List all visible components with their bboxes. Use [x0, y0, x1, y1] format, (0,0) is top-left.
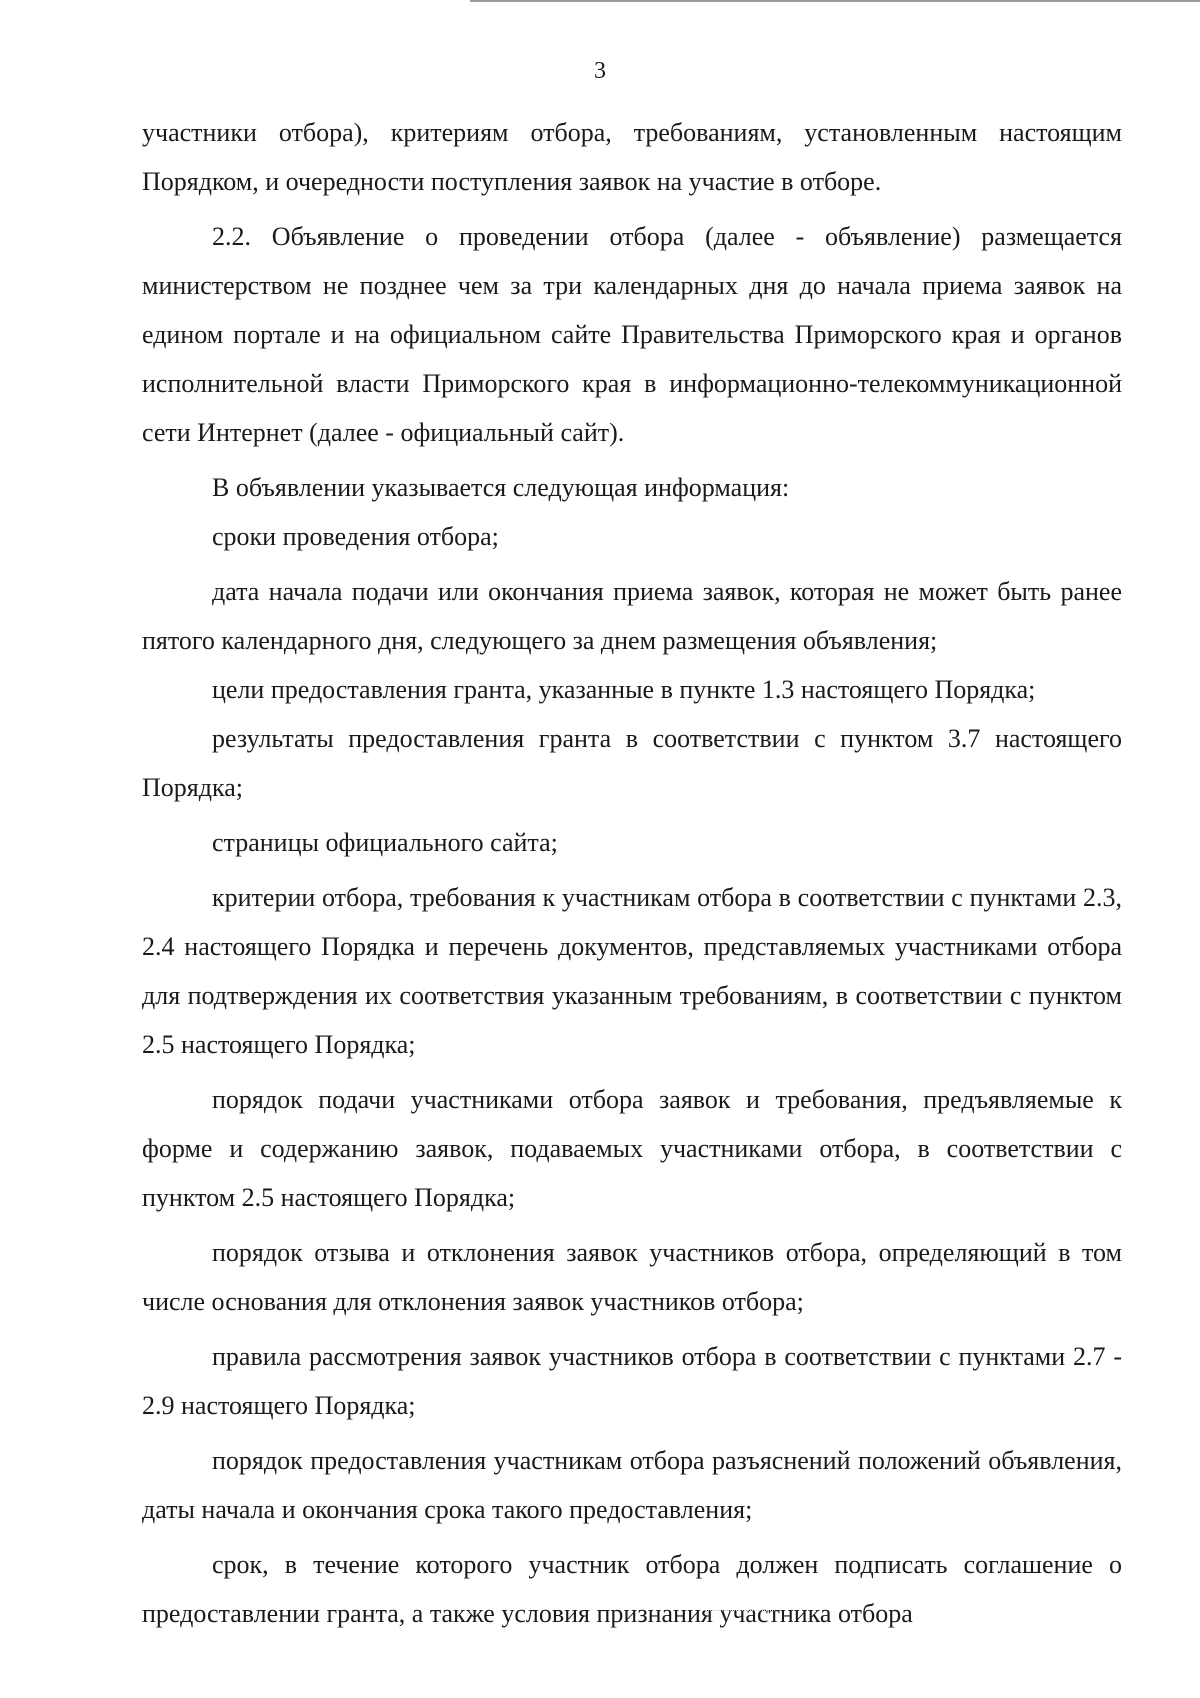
- paragraph-announcement-info: В объявлении указывается следующая информация:: [212, 473, 790, 502]
- scan-artifact: [705, 1610, 775, 1613]
- list-item-review-rules: правила рассмотрения заявок участников отбора в соответствии с пунктами 2.7 - 2.9 настоящего Порядка;: [142, 1342, 1122, 1420]
- list-item-withdrawal-procedure: порядок отзыва и отклонения заявок участников отбора, определяющий в том числе основания для отклонения заявок участников отбора;: [142, 1238, 1122, 1316]
- paragraph-2-2: 2.2. Объявление о проведении отбора (далее - объявление) размещается министерством не позднее чем за три календарных дня до начала приема заявок на едином портале и на официальном сайте Правительства Приморского края и органов исполнительной власти Приморского края в информационно-телекоммуникационной сети Интернет (далее - официальный сайт).: [142, 222, 1122, 447]
- list-item-selection-terms: сроки проведения отбора;: [212, 522, 499, 551]
- list-item-agreement-term: срок, в течение которого участник отбора должен подписать соглашение о предоставлении гранта, а также условия признания участника отбора: [142, 1550, 1122, 1628]
- document-body: [142, 108, 1122, 1638]
- list-item-website-pages: страницы официального сайта;: [212, 828, 558, 857]
- page-number: 3: [594, 58, 606, 84]
- list-item-clarifications: порядок предоставления участникам отбора разъяснений положений объявления, даты начала и окончания срока такого предоставления;: [142, 1446, 1122, 1524]
- list-item-submission-procedure: порядок подачи участниками отбора заявок и требования, предъявляемые к форме и содержанию заявок, подаваемых участниками отбора, в соответствии с пунктом 2.5 настоящего Порядка;: [142, 1085, 1122, 1212]
- list-item-grant-results: результаты предоставления гранта в соответствии с пунктом 3.7 настоящего Порядка;: [142, 724, 1122, 802]
- scan-edge-line: [470, 0, 1200, 2]
- list-item-application-dates: дата начала подачи или окончания приема заявок, которая не может быть ранее пятого календарного дня, следующего за днем размещения объявления;: [142, 577, 1122, 655]
- list-item-selection-criteria: критерии отбора, требования к участникам отбора в соответствии с пунктами 2.3, 2.4 настоящего Порядка и перечень документов, представляемых участниками отбора для подтверждения их соответствия указанным требованиям, в соответствии с пунктом 2.5 настоящего Порядка;: [142, 883, 1122, 1059]
- list-item-grant-goals: цели предоставления гранта, указанные в пункте 1.3 настоящего Порядка;: [212, 675, 1036, 704]
- paragraph-continuation: участники отбора), критериям отбора, требованиям, установленным настоящим Порядком, и очередности поступления заявок на участие в отборе.: [142, 118, 1122, 196]
